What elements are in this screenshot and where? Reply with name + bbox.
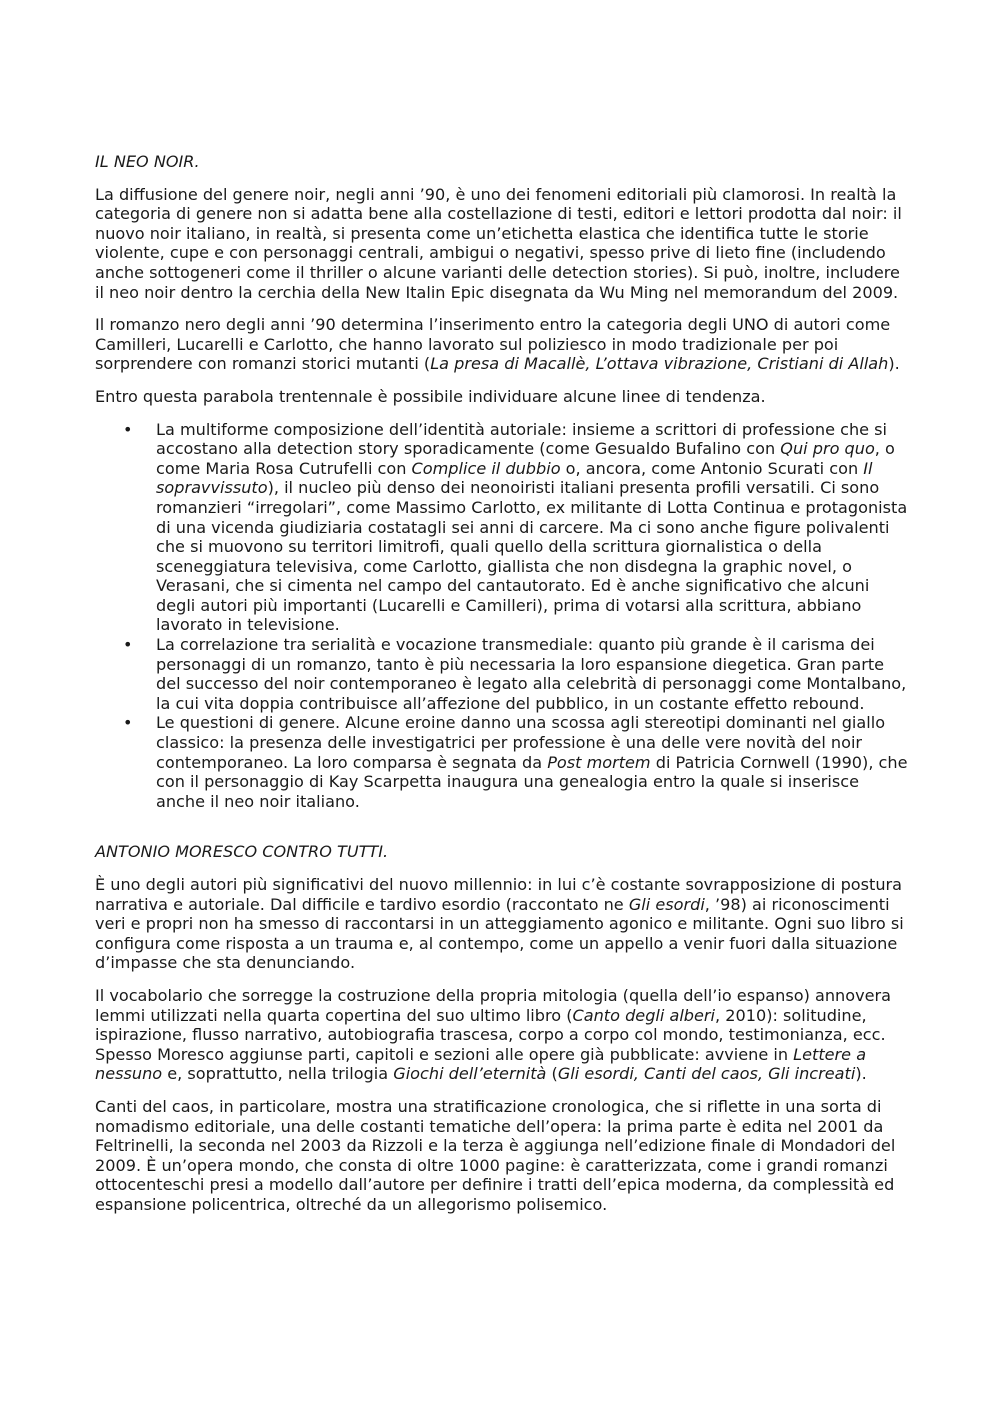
- text-run: La multiforme composizione dell’identità autoriale: insieme a scrittori di professione che si accostano alla detection story sporadicamente (come Gesualdo Bufalino con: [156, 419, 888, 459]
- book-title: Gli esordi: [628, 894, 705, 914]
- bullet-marker: •: [123, 635, 133, 655]
- bullet-marker: •: [123, 419, 133, 439]
- list-item: [95, 635, 910, 713]
- paragraph-parabola: Entro questa parabola trentennale è possibile individuare alcune linee di tendenza.: [95, 386, 766, 406]
- section-gap: [95, 811, 910, 842]
- book-title: Il sopravvissuto: [156, 458, 873, 498]
- paragraph-noir-diffusion: La diffusione del genere noir, negli anni ’90, è uno dei fenomeni editoriali più clamorosi. In realtà la categoria di genere non si adatta bene alla costellazione di testi, editori e lettori prodotta dal noir: il nuovo noir italiano, in realtà, si presenta come un’etichetta elastica che identifica tutte le storie violente, cupe e con personaggi centrali, ambigui o negativi, spesso prive di lieto fine (includendo anche sottogeneri come il thriller o alcune varianti delle detection stories). Si può, inoltre, includere il neo noir dentro la cerchia della New Italin Epic disegnata da Wu Ming nel memorandum del 2009.: [95, 184, 902, 302]
- document-page: [95, 152, 910, 1228]
- section-heading-moresco: ANTONIO MORESCO CONTRO TUTTI.: [95, 842, 389, 862]
- text-run: ), il nucleo più denso dei neonoiristi italiani presenta profili versatili. Ci sono romanzieri “irregolari”, come Massimo Carlotto, ex militante di Lotta Continua e protagonista di una vicenda giudiziaria costatagli sei anni di carcere. Ma ci sono anche figure polivalenti che si muovono su territori limitrofi, quali quello della scrittura giornalistica o della sceneggiatura televisiva, come Carlotto, giallista che non disdegna la graphic novel, o Verasani, che si cimenta nel campo del cantautorato. Ed è anche significativo che alcuni degli autori più importanti (Lucarelli e Camilleri), prima di votarsi alla scrittura, abbiano lavorato in televisione.: [156, 478, 908, 635]
- book-title: Canto degli alberi: [572, 1005, 716, 1025]
- text-run: Le questioni di genere. Alcune eroine danno una scossa agli stereotipi dominanti nel giallo classico: la presenza delle investigatrici per professione è una delle vere novità del noir contemporaneo. La loro comparsa è segnata da: [156, 713, 886, 772]
- text-run: Il romanzo nero degli anni ’90 determina l’inserimento entro la categoria degli UNO di autori come Camilleri, Lucarelli e Carlotto, che hanno lavorato sul poliziesco in modo tradizionale per poi sorprendere con romanzi storici mutanti (: [95, 315, 891, 374]
- section-heading-neo-noir: IL NEO NOIR.: [95, 152, 200, 171]
- text-run: ).: [888, 354, 900, 374]
- text-run: La correlazione tra serialità e vocazione transmediale: quanto più grande è il carisma dei personaggi di un romanzo, tanto è più necessaria la loro espansione diegetica. Gran parte del successo del noir contemporaneo è legato alla celebrità di personaggi come Montalbano, la cui vita doppia contribuisce all’affezione del pubblico, in un costante effetto rebound.: [156, 635, 907, 713]
- book-titles: La presa di Macallè, L’ottava vibrazione, Cristiani di Allah: [430, 354, 889, 374]
- text-run: ).: [855, 1064, 867, 1084]
- bullet-marker: •: [123, 713, 133, 733]
- text-run: , o come Maria Rosa Cutrufelli con: [156, 439, 895, 478]
- paragraph-romanzo-nero: [95, 315, 910, 374]
- list-item: [95, 713, 910, 811]
- trend-list: [95, 420, 910, 812]
- book-title: Qui pro quo: [780, 439, 875, 459]
- text-run: È uno degli autori più significativi del nuovo millennio: in lui c’è costante sovrapposizione di postura narrativa e autoriale. Dal difficile e tardivo esordio (raccontato ne: [95, 875, 903, 914]
- paragraph-canti-del-caos: Canti del caos, in particolare, mostra una stratificazione cronologica, che si riflette in una sorta di nomadismo editoriale, una delle costanti tematiche dell’opera: la prima parte è edita nel 2001 da Feltrinelli, la seconda nel 2003 da Rizzoli e la terza è aggiunga nell’edizione finale di Mondadori del 2009. È un’opera mondo, che consta di oltre 1000 pagine: è caratterizzata, come i grandi romanzi ottocenteschi presi a modello dall’autore per definire i tratti dell’epica moderna, da complessità ed espansione policentrica, oltreché da un allegorismo polisemico.: [95, 1096, 896, 1214]
- text-run: (: [546, 1064, 558, 1084]
- paragraph-vocabolario: [95, 986, 910, 1084]
- text-run: di Patricia Cornwell (1990), che con il personaggio di Kay Scarpetta inaugura una genealogia entro la quale si inserisce anche il neo noir italiano.: [156, 752, 908, 811]
- text-run: e, soprattutto, nella trilogia: [162, 1064, 394, 1084]
- book-title: Post mortem: [547, 752, 651, 772]
- text-run: , ’98) ai riconoscimenti veri e propri non ha smesso di raccontarsi in un atteggiamento agonico e militante. Ogni suo libro si configura come risposta a un trauma e, al contempo, come un appello a venir fuori dalla situazione d’impasse che sta denunciando.: [95, 894, 904, 973]
- book-title: Lettere a nessuno: [95, 1044, 867, 1084]
- text-run: , 2010): solitudine, ispirazione, flusso narrativo, autobiografia trascesa, corpo a corpo col mondo, testimonianza, ecc. Spesso Moresco aggiunse parti, capitoli e sezioni alle opere già pubblicate: avviene in: [95, 1005, 886, 1064]
- paragraph-moresco-intro: [95, 875, 910, 973]
- book-title: Giochi dell’eternità: [393, 1064, 547, 1084]
- book-titles: Gli esordi, Canti del caos, Gli increati: [557, 1064, 856, 1084]
- text-run: o, ancora, come Antonio Scurati con: [560, 458, 864, 478]
- text-run: Il vocabolario che sorregge la costruzione della propria mitologia (quella dell’io espanso) annovera lemmi utilizzati nella quarta copertina del suo ultimo libro (: [95, 985, 892, 1025]
- book-title: Complice il dubbio: [411, 458, 561, 478]
- list-item: [95, 420, 910, 636]
